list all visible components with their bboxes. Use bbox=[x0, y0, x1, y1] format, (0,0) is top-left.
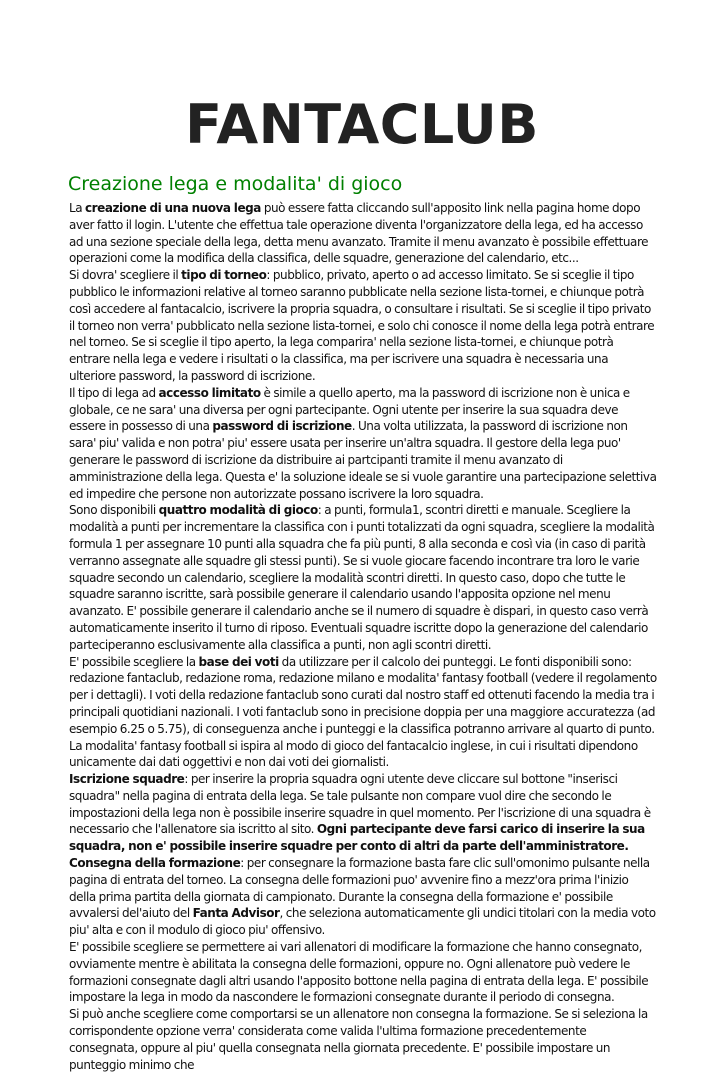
bold-text: Fanta Advisor bbox=[192, 906, 280, 921]
bold-text: Iscrizione squadre bbox=[69, 772, 185, 787]
body-text bbox=[69, 200, 657, 1073]
text-run: può essere fatta cliccando sull'apposito link nella pagina home dopo aver fatto il login. L'utente che effettua tale operazione diventa l'organizzatore della lega, ed ha accesso ad una sezione speciale della lega, detta menu avanzato. Tramite il menu avanzato è possibile effettuare operazioni come la modifica della classifica, delle squadre, generazione del calendario, etc... bbox=[69, 201, 649, 266]
page-title: FANTACLUB bbox=[185, 93, 539, 156]
text-run: è simile a quello aperto, ma la password di iscrizione non è unica e globale, ce ne sara' una diversa per ogni partecipante. Ogni utente per inserire la sua squadra deve essere in possesso di una bbox=[69, 385, 630, 434]
paragraph bbox=[69, 1006, 657, 1073]
text-run: da utilizzare per il calcolo dei punteggi. Le fonti disponibili sono: redazione fantaclub, redazione roma, redazione milano e modalita' fantasy football (vedere il regolamento per i dettagli). I voti della redazione fantaclub sono curati dal nostro staff ed ottenuti facendo la media tra i principali quotidiani nazionali. I voti fantaclub sono in precisione doppia per una maggiore accuratezza (ad esempio 6.25 o 5.75), di conseguenza anche i punteggi e la classifica potranno arrivare al quarto di punto. La modalita' fantasy football si ispira al modo di gioco del fantacalcio inglese, in cui i risultati dipendono unicamente dai dati oggettivi e non dai voti dei giornalisti. bbox=[69, 654, 657, 770]
text-run: Si dovra' scegliere il bbox=[69, 268, 182, 283]
text-run: La bbox=[69, 201, 86, 215]
text-run: : per consegnare la formazione basta fare clic sull'omonimo pulsante nella pagina di entrata del torneo. La consegna delle formazioni puo' avvenire fino a mezz'ora prima l'inizio della prima partita della giornata di campionato. Durante la consegna della formazione e' possibile avvalersi del'aiuto del bbox=[69, 856, 650, 921]
bold-text: accesso limitato bbox=[158, 385, 261, 400]
text-run: Sono disponibili bbox=[69, 503, 159, 518]
bold-text: Ogni partecipante deve farsi carico di inserire la sua squadra, non e' possibile inserire squadre per conto di altri da parte dell'amministratore. bbox=[69, 822, 645, 854]
text-run: E' possibile scegliere se permettere ai vari allenatori di modificare la formazione che hanno consegnato, ovviamente mentre è abilitata la consegna delle formazioni, oppure no. Ogni allenatore può vedere le formazioni consegnate dagli altri usando l'apposito bottone nella pagina di entrata della lega. E' possibile impostare la lega in modo da nascondere le formazioni consegnate durante il periodo di consegna. bbox=[69, 940, 649, 1005]
paragraph bbox=[69, 385, 657, 503]
paragraph bbox=[69, 502, 657, 653]
bold-text: creazione di una nuova lega bbox=[85, 201, 261, 215]
text-run: : a punti, formula1, scontri diretti e manuale. Scegliere la modalità a punti per incrementare la classifica con i punti totalizzati da ogni squadra, scegliere la modalità formula 1 per assegnare 10 punti alla squadra che fa più punti, 8 alla seconda e così via (in caso di parità verranno assegnate alle squadre gli stessi punti). Se si vuole giocare facendo incontrare tra loro le varie squadre secondo un calendario, scegliere la modalità scontri diretti. In questo caso, dopo che tutte le squadre saranno iscritte, sarà possibile generare il calendario usando l'apposita opzione nel menu avanzato. E' possibile generare il calendario anche se il numero di squadre è dispari, in questo caso verrà automaticamente inserito il turno di riposo. Eventuali squadre iscritte dopo la generazione del calendario parteciperanno esclusivamente alla classifica a punti, non agli scontri diretti. bbox=[69, 503, 655, 652]
paragraph bbox=[69, 654, 657, 772]
text-run: . Una volta utilizzata, la password di iscrizione non sara' piu' valida e non potra' piu' essere usata per inserire un'altra squadra. Il gestore della lega puo' generare le password di iscrizione da distribuire ai partcipanti tramite il menu avanzato di amministrazione della lega. Questa e' la soluzione ideale se si vuole garantire una partecipazione selettiva ed impedire che persone non autorizzate possano iscrivere la loro squadra. bbox=[69, 419, 657, 501]
section-heading: Creazione lega e modalita' di gioco bbox=[68, 173, 403, 195]
text-run: : pubblico, privato, aperto o ad accesso limitato. Se si sceglie il tipo pubblico le informazioni relative al torneo saranno pubblicate nella sezione lista-tornei, e chiunque potrà così accedere al fantacalcio, iscrivere la propria squadra, o consultare i risultati. Se si sceglie il tipo privato il torneo non verra' pubblicato nella sezione lista-tornei, e solo chi conosce il nome della lega potrà entrare nel torneo. Se si sceglie il tipo aperto, la lega comparira' nella sezione lista-tornei, e chiunque potrà entrare nella lega e vedere i risultati o la classifica, ma per iscrivere una squadra è necessaria una ulteriore password, la password di iscrizione. bbox=[69, 268, 655, 383]
paragraph bbox=[69, 200, 657, 267]
text-run: E' possibile scegliere la bbox=[69, 654, 199, 669]
paragraph bbox=[69, 939, 657, 1006]
text-run: Il tipo di lega ad bbox=[69, 385, 159, 400]
paragraph bbox=[69, 855, 657, 939]
bold-text: quattro modalità di gioco bbox=[158, 503, 318, 518]
paragraph bbox=[69, 771, 657, 855]
text-run: , che seleziona automaticamente gli undici titolari con la media voto piu' alta e con il modulo di gioco piu' offensivo. bbox=[69, 906, 656, 938]
text-run: Si può anche scegliere come comportarsi se un allenatore non consegna la formazione. Se si seleziona la corrispondente opzione verra' considerata come valida l'ultima formazione precedentemente consegnata, oppure al piu' quella consegnata nella giornata precedente. E' possibile impostare un punteggio minimo che bbox=[69, 1007, 648, 1072]
text-run: : per inserire la propria squadra ogni utente deve cliccare sul bottone "inserisci squadra" nella pagina di entrata della lega. Se tale pulsante non compare vuol dire che secondo le impostazioni della lega non è possibile inserire squadre in quel momento. Per l'iscrizione di una squadra è necessario che l'allenatore sia iscritto al sito. bbox=[69, 772, 651, 837]
paragraph bbox=[69, 267, 657, 385]
bold-text: base dei voti bbox=[198, 654, 279, 669]
bold-text: tipo di torneo bbox=[181, 268, 267, 283]
bold-text: Consegna della formazione bbox=[69, 856, 241, 871]
bold-text: password di iscrizione bbox=[212, 419, 352, 434]
